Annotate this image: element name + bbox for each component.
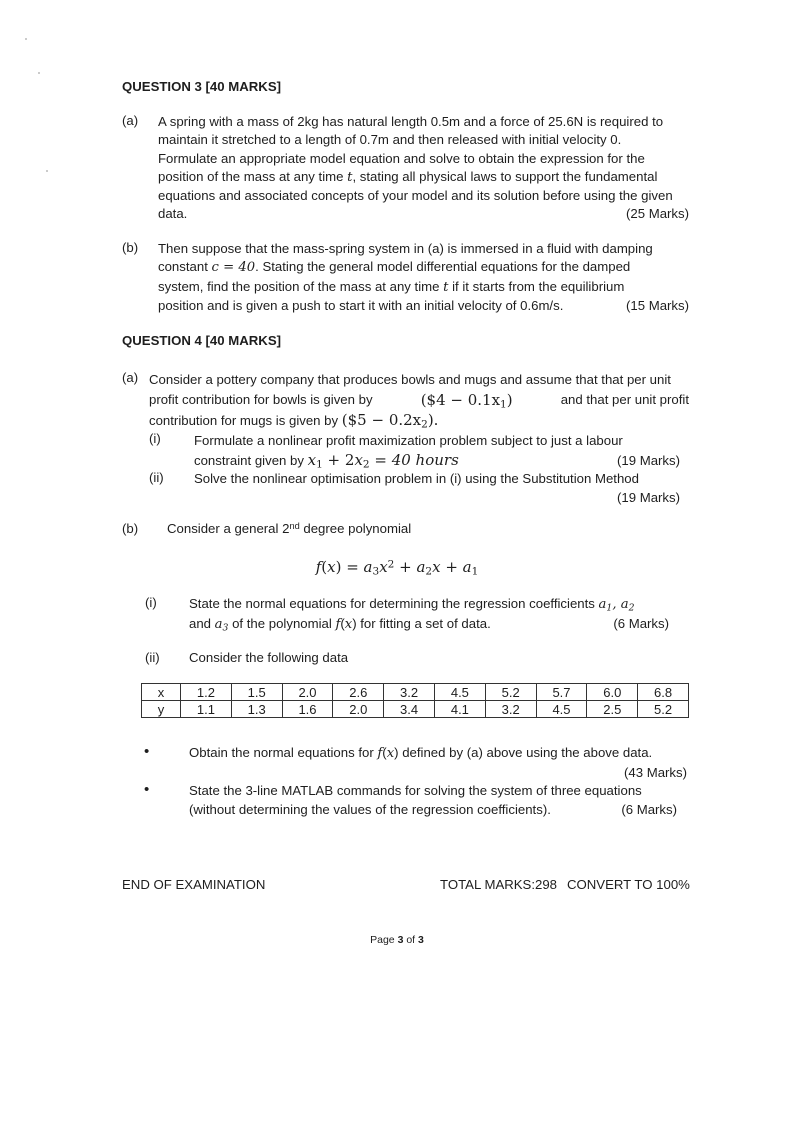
q4a-ii-label: (ii) bbox=[149, 470, 164, 485]
table-cell: 3.2 bbox=[485, 701, 536, 718]
bullet1-line bbox=[189, 764, 687, 783]
bullet-icon: • bbox=[144, 743, 150, 760]
table-row-y bbox=[142, 701, 689, 718]
table-cell: 2.5 bbox=[587, 701, 638, 718]
table-cell: 4.5 bbox=[434, 684, 485, 701]
q3b-text-span: system, find the position of the mass at any time bbox=[158, 278, 444, 294]
q4b-i-line bbox=[189, 595, 669, 615]
table-cell: 5.2 bbox=[485, 684, 536, 701]
q4b-label: (b) bbox=[122, 521, 139, 536]
q4b-intro-span: Consider a general 2 bbox=[167, 521, 290, 536]
q4a-line: Consider a pottery company that produces bowls and mugs and assume that that per unit bbox=[149, 372, 671, 387]
q4a-ii-line: Solve the nonlinear optimisation problem in (i) using the Substitution Method bbox=[194, 471, 639, 486]
q4a-i-line bbox=[194, 451, 680, 471]
q4b-intro-sup: nd bbox=[289, 520, 300, 531]
bullet2-marks: (6 Marks) bbox=[621, 801, 677, 817]
q3a-text bbox=[158, 113, 689, 224]
q4a-text-span: contribution for mugs is given by bbox=[149, 413, 342, 428]
table-cell: 4.1 bbox=[434, 701, 485, 718]
q3b-text-span: position and is given a push to start it with an initial velocity of 0.6m/s. bbox=[158, 297, 564, 313]
table-cell: 3.2 bbox=[384, 684, 435, 701]
q4b-i-text-span: and bbox=[189, 615, 215, 631]
mug-profit-math: ($5 − 0.2x bbox=[341, 411, 422, 429]
q4b-i-text-span: State the normal equations for determining the regression coefficients bbox=[189, 596, 595, 611]
table-row-x bbox=[142, 684, 689, 701]
q3b-line bbox=[158, 258, 689, 277]
q4b-intro-span: degree polynomial bbox=[299, 521, 412, 536]
data-table bbox=[141, 683, 689, 718]
total-marks: TOTAL MARKS:298 bbox=[440, 877, 558, 892]
page-of: of bbox=[403, 934, 419, 946]
q3a-text-span: data. bbox=[158, 206, 188, 222]
bullet2-span: (without determining the values of the regression coefficients). bbox=[189, 801, 551, 817]
page-total: 3 bbox=[418, 934, 424, 946]
page-prefix: Page bbox=[370, 934, 398, 946]
table-cell: 5.7 bbox=[536, 684, 587, 701]
mug-profit-expr: ($5 − $0.2x_2$). bbox=[341, 411, 439, 431]
q3a-text-span: position of the mass at any time bbox=[158, 168, 348, 184]
q4a-i-text-span: constraint given by bbox=[194, 452, 308, 468]
bowl-profit-expr: ($4 − $0.1x_1$) bbox=[420, 391, 513, 411]
bullet2-line: State the 3-line MATLAB commands for solving the system of three equations bbox=[189, 783, 642, 798]
table-cell: 3.4 bbox=[384, 701, 435, 718]
q3-heading: QUESTION 3 [40 MARKS] bbox=[122, 79, 282, 94]
q4a-i-label: (i) bbox=[149, 431, 161, 446]
q4b-i-text-span: for fitting a set of data. bbox=[356, 615, 491, 631]
table-cell: 1.5 bbox=[231, 684, 282, 701]
q3a-marks: (25 Marks) bbox=[625, 206, 689, 222]
q4a-line bbox=[149, 390, 689, 410]
q4a-i-line: Formulate a nonlinear profit maximization problem subject to just a labour bbox=[194, 433, 623, 448]
convert-note: CONVERT TO 100% bbox=[567, 877, 690, 892]
q4a-ii-line bbox=[194, 489, 680, 508]
table-header-x: x bbox=[142, 684, 181, 701]
table-cell: 2.0 bbox=[282, 684, 333, 701]
end-of-exam: END OF EXAMINATION bbox=[122, 877, 266, 892]
q4b-i-line: and $a_3$ of the polynomial f(x) for fitting a set of data. (6 Marks) bbox=[189, 615, 669, 633]
table-cell: 2.6 bbox=[333, 684, 384, 701]
constraint-x1: x bbox=[307, 450, 317, 469]
q4b-i-text bbox=[189, 595, 669, 634]
q4a-text bbox=[149, 370, 689, 431]
q4b-intro bbox=[167, 521, 411, 536]
table-header-y: y bbox=[142, 701, 181, 718]
scan-speck bbox=[46, 170, 48, 172]
bullet2-text bbox=[189, 782, 689, 819]
table-cell: 6.8 bbox=[638, 684, 689, 701]
q3b-label: (b) bbox=[122, 240, 139, 255]
polynomial-equation: $f(x) = a_3x^2 + a_2x + a_1$ bbox=[315, 558, 479, 578]
page-current: 3 bbox=[397, 934, 404, 946]
q4b-ii-text: Consider the following data bbox=[189, 650, 349, 665]
q3a-label: (a) bbox=[122, 113, 139, 128]
math-t: t bbox=[443, 279, 449, 295]
table-cell: 1.3 bbox=[231, 701, 282, 718]
labour-constraint: $x_1 + 2x_2 = 40$ hours bbox=[307, 450, 459, 471]
q4b-ii-label: (ii) bbox=[145, 650, 160, 665]
table-cell: 6.0 bbox=[587, 684, 638, 701]
q3a-line: A spring with a mass of 2kg has natural length 0.5m and a force of 25.6N is required to bbox=[158, 114, 664, 129]
q3a-line: maintain it stretched to a length of 0.7m and then released with initial velocity 0. bbox=[158, 132, 622, 148]
q3a-line: equations and associated concepts of your model and its solution before using the given bbox=[158, 188, 673, 204]
q3b-line bbox=[158, 278, 689, 297]
q3a-line bbox=[158, 168, 689, 187]
bowl-profit-math: ($4 − 0.1x bbox=[420, 391, 501, 409]
page-number bbox=[0, 934, 794, 946]
scan-speck bbox=[38, 72, 40, 74]
table-cell: 1.2 bbox=[181, 684, 232, 701]
q3b-text-span: if it starts from the equilibrium bbox=[448, 278, 625, 294]
q3b-text-span: constant bbox=[158, 259, 212, 275]
bullet2-line bbox=[189, 801, 689, 820]
q3b-text-span: . Stating the general model differential equations for the damped bbox=[255, 259, 631, 275]
q3b-line bbox=[158, 297, 689, 315]
bullet1-text bbox=[189, 744, 687, 782]
fx: f bbox=[335, 616, 341, 632]
q3b-marks: (15 Marks) bbox=[625, 297, 689, 313]
table-cell: 4.5 bbox=[536, 701, 587, 718]
bullet1-span: Obtain the normal equations for bbox=[189, 745, 378, 760]
bullet1-span: defined by (a) above using the above data. bbox=[398, 745, 653, 760]
q4-heading: QUESTION 4 [40 MARKS] bbox=[122, 333, 282, 348]
q4a-text-span: profit contribution for bowls is given by bbox=[149, 392, 373, 407]
q3a-text-span: , stating all physical laws to support the fundamental bbox=[352, 168, 658, 184]
q4b-i-label: (i) bbox=[145, 595, 157, 610]
table-cell: 1.6 bbox=[282, 701, 333, 718]
q4a-ii-marks: (19 Marks) bbox=[616, 489, 680, 505]
q3a-line: Formulate an appropriate model equation and solve to obtain the expression for the bbox=[158, 150, 645, 166]
q4a-text-span: and that per unit profit bbox=[560, 392, 689, 407]
bullet1-marks: (43 Marks) bbox=[623, 764, 687, 780]
table-cell: 5.2 bbox=[638, 701, 689, 718]
q4a-ii-text bbox=[194, 470, 680, 507]
q4b-i-marks: (6 Marks) bbox=[613, 615, 669, 631]
q4a-i-marks: (19 Marks) bbox=[616, 452, 680, 468]
q4a-label: (a) bbox=[122, 370, 139, 385]
scan-speck bbox=[25, 38, 27, 40]
coeff-a1-a2: $a_1$, $a_2$ bbox=[598, 597, 635, 614]
q4a-i-text bbox=[194, 431, 680, 470]
q3b-line: Then suppose that the mass-spring system in (a) is immersed in a fluid with damping bbox=[158, 241, 653, 256]
bullet-icon: • bbox=[144, 781, 150, 798]
q4b-i-text-span: of the polynomial bbox=[228, 615, 336, 631]
q3b-text bbox=[158, 240, 689, 315]
q4a-line bbox=[149, 410, 689, 431]
table-cell: 1.1 bbox=[181, 701, 232, 718]
coeff-a3: $a_3$ bbox=[214, 616, 229, 633]
math-c: c = 40 bbox=[211, 260, 256, 276]
q3a-line bbox=[158, 205, 689, 223]
table-cell: 2.0 bbox=[333, 701, 384, 718]
math-t: t bbox=[347, 169, 353, 185]
bullet1-line: Obtain the normal equations for f(x) defined by (a) above using the above data. bbox=[189, 745, 653, 761]
constraint-hours: 40 hours bbox=[391, 450, 459, 469]
